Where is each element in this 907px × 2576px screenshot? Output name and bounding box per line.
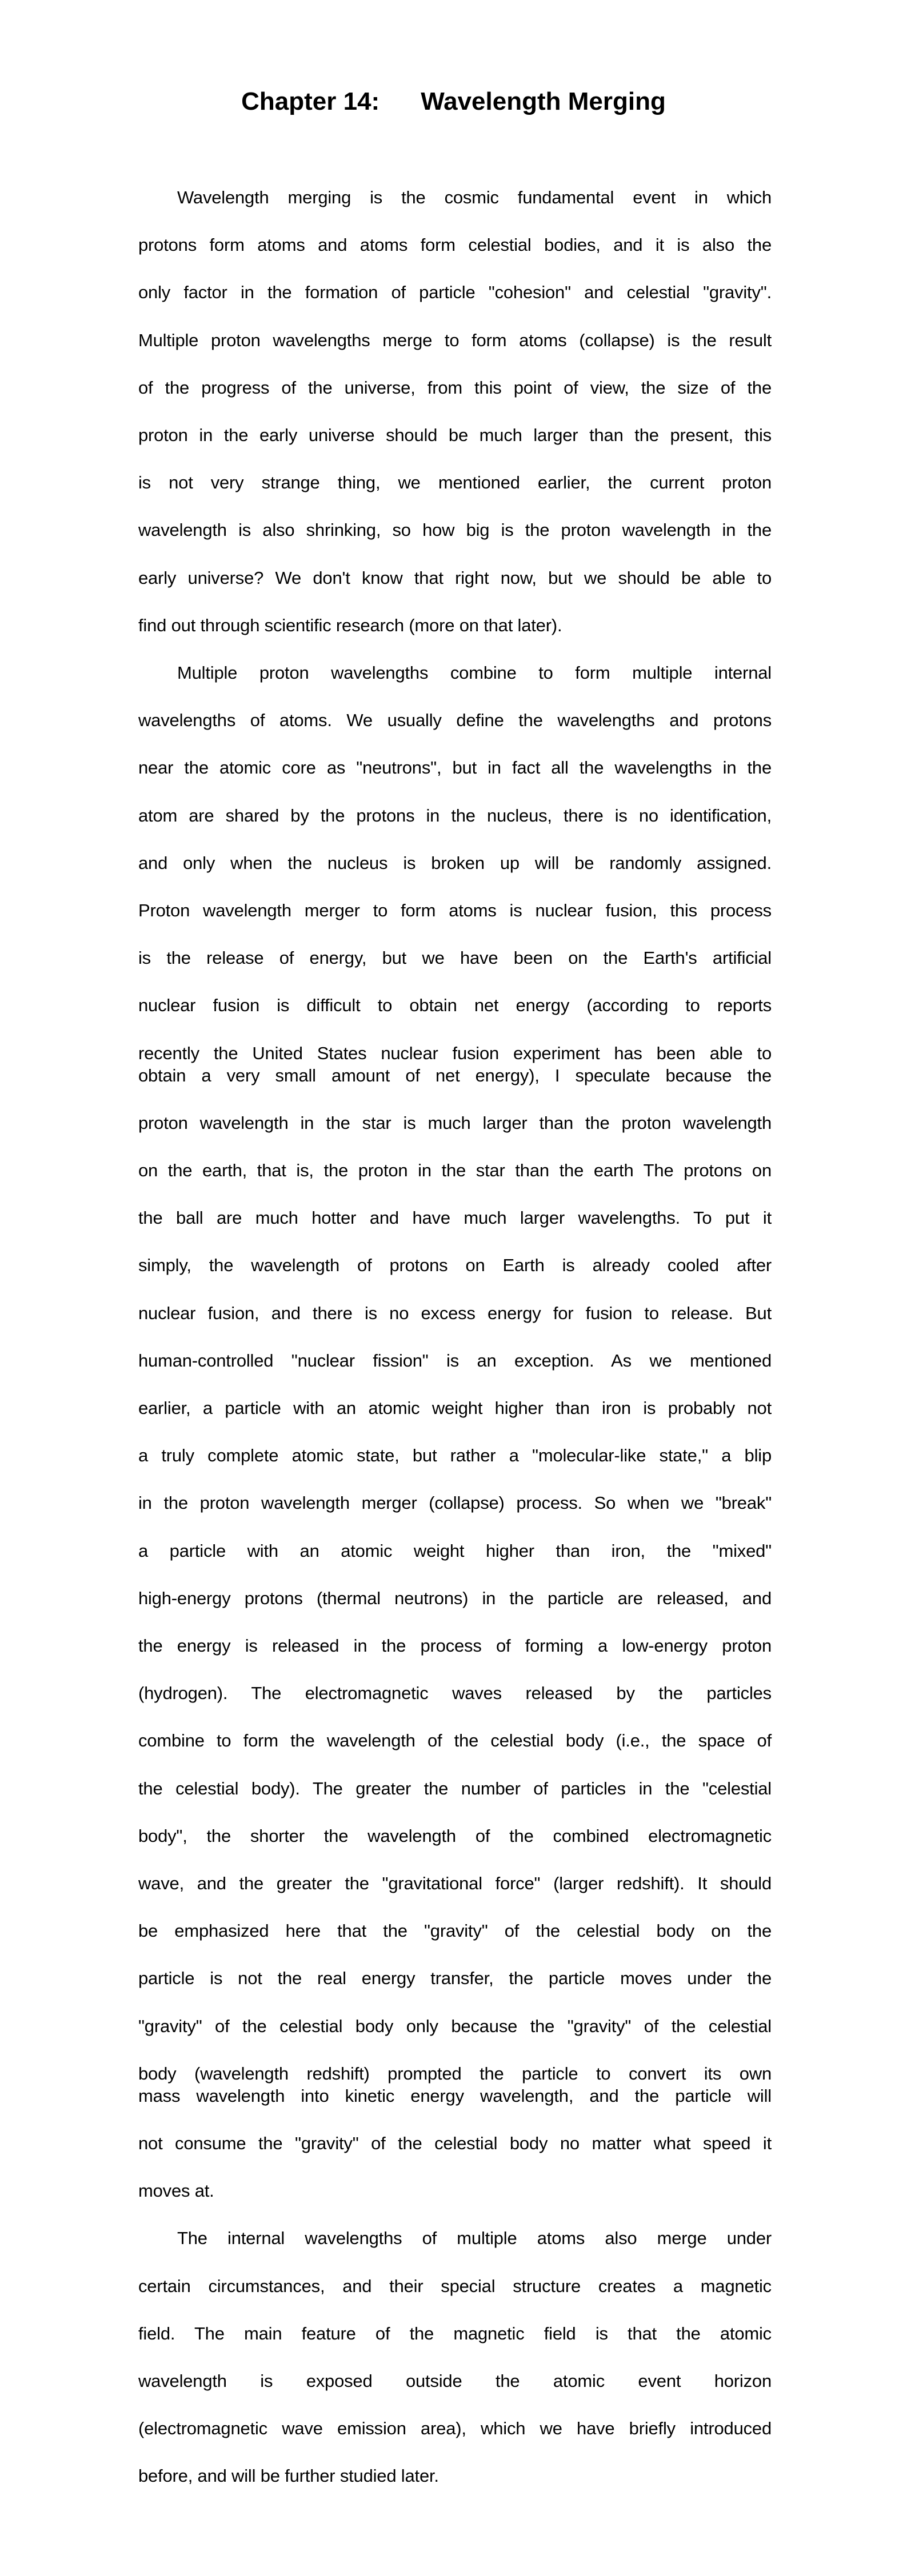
text-line: high-energy protons (thermal neutrons) in the particle are released, and xyxy=(138,1588,772,1608)
text-line: a particle with an atomic weight higher than iron, the "mixed" xyxy=(138,1540,772,1561)
text-line: a truly complete atomic state, but rather a "molecular-like state," a blip xyxy=(138,1445,772,1466)
text-line: wavelengths of atoms. We usually define the wavelengths and protons xyxy=(138,710,772,731)
text-line: early universe? We don't know that right now, but we should be able to xyxy=(138,567,772,588)
text-line: (hydrogen). The electromagnetic waves released by the particles xyxy=(138,1683,772,1704)
text-line: atom are shared by the protons in the nucleus, there is no identification, xyxy=(138,805,772,826)
text-line: protons form atoms and atoms form celestial bodies, and it is also the xyxy=(138,235,772,255)
text-line: the celestial body). The greater the number of particles in the "celestial xyxy=(138,1778,772,1798)
text-line: proton in the early universe should be much larger than the present, this xyxy=(138,425,772,445)
text-line: nuclear fusion, and there is no excess energy for fusion to release. But xyxy=(138,1303,772,1323)
text-line: "gravity" of the celestial body only because the "gravity" of the celestial xyxy=(138,2016,772,2036)
text-line: in the proton wavelength merger (collapse) process. So when we "break" xyxy=(138,1493,772,1513)
text-line: field. The main feature of the magnetic field is that the atomic xyxy=(138,2323,772,2343)
text-line: of the progress of the universe, from this point of view, the size of the xyxy=(138,377,772,398)
text-line: combine to form the wavelength of the celestial body (i.e., the space of xyxy=(138,1730,772,1751)
text-line: the energy is released in the process of forming a low-energy proton xyxy=(138,1636,772,1656)
text-line: Proton wavelength merger to form atoms is nuclear fusion, this process xyxy=(138,900,772,920)
text-line: particle is not the real energy transfer, the particle moves under the xyxy=(138,1968,772,1989)
text-line: mass wavelength into kinetic energy wavelength, and the particle will xyxy=(138,2085,772,2106)
chapter-title-number: Chapter 14: xyxy=(241,87,380,115)
text-line: near the atomic core as "neutrons", but in fact all the wavelengths in the xyxy=(138,758,772,778)
text-line: simply, the wavelength of protons on Earth is already cooled after xyxy=(138,1255,772,1276)
text-line: proton wavelength in the star is much larger than the proton wavelength xyxy=(138,1112,772,1133)
text-line: nuclear fusion is difficult to obtain net energy (according to reports xyxy=(138,995,772,1016)
text-line: is not very strange thing, we mentioned earlier, the current proton xyxy=(138,472,772,493)
text-line: The internal wavelengths of multiple atoms also merge under xyxy=(177,2228,772,2249)
text-line: on the earth, that is, the proton in the star than the earth The protons on xyxy=(138,1160,772,1180)
text-line: Multiple proton wavelengths combine to form multiple internal xyxy=(177,663,772,683)
text-line: obtain a very small amount of net energy), I speculate because the xyxy=(138,1065,772,1085)
text-line: moves at. xyxy=(138,2181,214,2201)
text-line: not consume the "gravity" of the celestial body no matter what speed it xyxy=(138,2133,772,2153)
text-line: (electromagnetic wave emission area), which we have briefly introduced xyxy=(138,2418,772,2439)
text-line: certain circumstances, and their special structure creates a magnetic xyxy=(138,2275,772,2296)
text-line: wavelength is also shrinking, so how big is the proton wavelength in the xyxy=(138,520,772,540)
text-line: human-controlled "nuclear fission" is an exception. As we mentioned xyxy=(138,1350,772,1371)
text-line: is the release of energy, but we have been on the Earth's artificial xyxy=(138,948,772,968)
text-line: be emphasized here that the "gravity" of the celestial body on the xyxy=(138,1921,772,1941)
text-line: recently the United States nuclear fusion experiment has been able to xyxy=(138,1043,772,1063)
text-line: wave, and the greater the "gravitational force" (larger redshift). It should xyxy=(138,1873,772,1893)
text-line: find out through scientific research (more on that later). xyxy=(138,615,562,635)
chapter-title-text: Wavelength Merging xyxy=(421,87,666,115)
text-line: only factor in the formation of particle "cohesion" and celestial "gravity". xyxy=(138,282,772,303)
text-line: body", the shorter the wavelength of the combined electromagnetic xyxy=(138,1825,772,1846)
text-line: Multiple proton wavelengths merge to form atoms (collapse) is the result xyxy=(138,330,772,350)
text-line: wavelength is exposed outside the atomic event horizon xyxy=(138,2371,772,2391)
text-line: the ball are much hotter and have much larger wavelengths. To put it xyxy=(138,1208,772,1228)
text-line: and only when the nucleus is broken up will be randomly assigned. xyxy=(138,852,772,873)
text-line: earlier, a particle with an atomic weight higher than iron is probably not xyxy=(138,1398,772,1418)
text-line: before, and will be further studied later. xyxy=(138,2466,439,2486)
text-line: body (wavelength redshift) prompted the particle to convert its own xyxy=(138,2063,772,2084)
text-line: Wavelength merging is the cosmic fundamental event in which xyxy=(177,187,772,207)
